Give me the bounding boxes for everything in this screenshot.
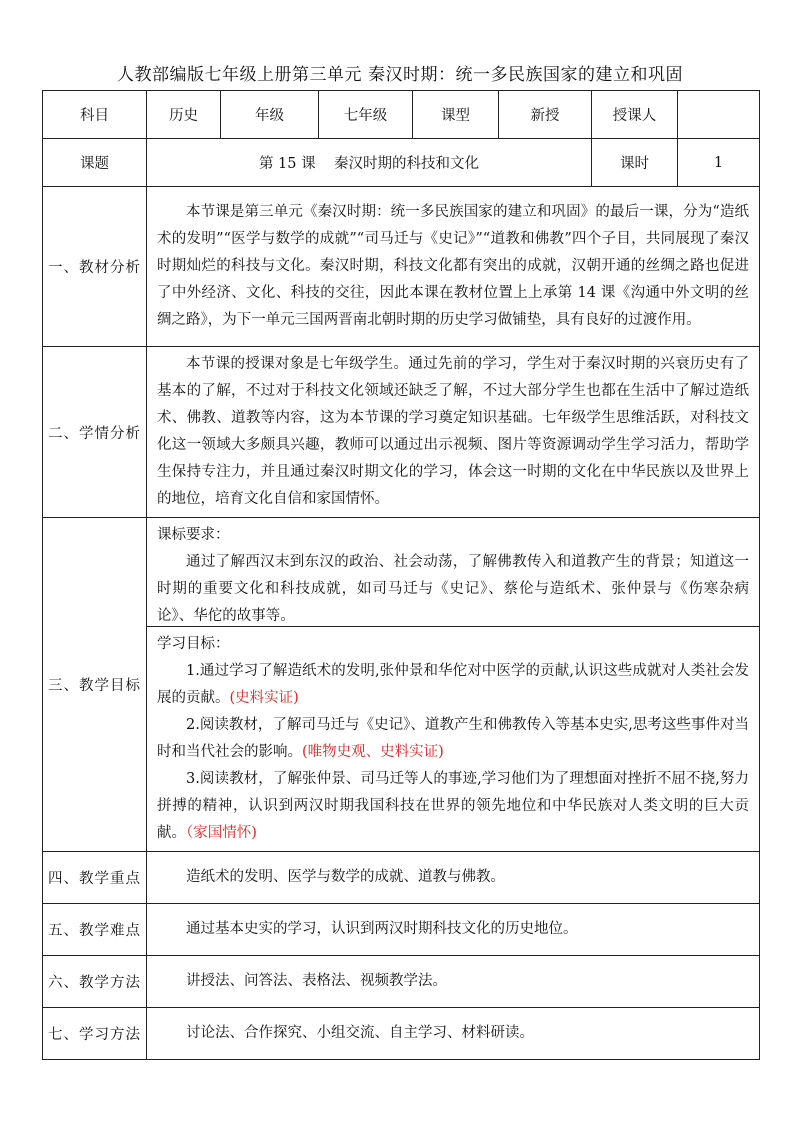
learning-methods-label: 七、学习方法 [43, 1008, 147, 1060]
curriculum-standard-text: 通过了解西汉末到东汉的政治、社会动荡，了解佛教传入和道教产生的背景；知道这一时期的重要文化和科技成就，如司马迁与《史记》、蔡伦与造纸术、张仲景与《伤寒杂病论》、华佗的故事等。 [157, 554, 749, 624]
hours-label: 课时 [592, 139, 678, 187]
learning-goal-item [157, 766, 749, 847]
topic-row [43, 139, 760, 187]
teacher-value [678, 91, 760, 139]
header-row [43, 91, 760, 139]
student-analysis-cell [147, 347, 760, 518]
learning-goal-text: 3.阅读教材，了解张仲景、司马迁等人的事迹,学习他们为了理想面对挫折不屈不挠,努力拼搏的精神，认识到两汉时期我国科技在世界的领先地位和中华民族对人类文明的巨大贡献。 [157, 771, 749, 841]
teaching-goals-cell [147, 518, 760, 852]
curriculum-standard-heading: 课标要求： [157, 527, 230, 543]
student-analysis-label: 二、学情分析 [43, 347, 147, 518]
learning-goal-item [157, 658, 749, 712]
material-analysis-row [43, 187, 760, 347]
learning-goal-text: 2.阅读教材，了解司马迁与《史记》、道教产生和佛教传入等基本史实,思考这些事件对当时和当代社会的影响。 [157, 717, 749, 760]
type-value: 新授 [499, 91, 592, 139]
material-analysis-label: 一、教材分析 [43, 187, 147, 347]
teaching-methods-row [43, 956, 760, 1008]
teaching-goals-row [43, 518, 760, 852]
material-analysis-text: 本节课是第三单元《秦汉时期：统一多民族国家的建立和巩固》的最后一课，分为“造纸术的发明”“医学与数学的成就”“司马迁与《史记》”“道教和佛教”四个子目，共同展现了秦汉时期灿烂的科技与文化。秦汉时期，科技文化都有突出的成就，汉朝开通的丝绸之路也促进了中外经济、文化、科技的交往，因此本课在教材位置上上承第 14 课《沟通中外文明的丝绸之路》，为下一单元三国两晋南北朝时期的历史学习做铺垫，具有良好的过渡作用。 [157, 204, 749, 328]
teaching-goals-label: 三、教学目标 [43, 518, 147, 852]
topic-value: 第 15 课 秦汉时期的科技和文化 [147, 139, 592, 187]
student-analysis-text: 本节课的授课对象是七年级学生。通过先前的学习，学生对于秦汉时期的兴衰历史有了基本的了解，不过对于科技文化领域还缺乏了解，不过大部分学生也都在生活中了解过造纸术、佛教、道教等内容，这为本节课的学习奠定知识基础。七年级学生思维活跃，对科技文化这一领域大多颇具兴趣，教师可以通过出示视频、图片等资源调动学生学习活力，帮助学生保持专注力，并且通过秦汉时期文化的学习，体会这一时期的文化在中华民族以及世界上的地位，培育文化自信和家国情怀。 [157, 356, 749, 507]
student-analysis-row [43, 347, 760, 518]
difficulties-label: 五、教学难点 [43, 904, 147, 956]
learning-goal-text: 1.通过学习了解造纸术的发明,张仲景和华佗对中医学的贡献,认识这些成就对人类社会发展的贡献。 [157, 663, 749, 706]
core-literacy-tag: （家国情怀) [186, 825, 257, 841]
key-points-label: 四、教学重点 [43, 852, 147, 904]
learning-goals-heading: 学习目标： [157, 636, 230, 652]
grade-label: 年级 [221, 91, 319, 139]
teaching-methods-text: 讲授法、问答法、表格法、视频教学法。 [186, 973, 447, 989]
difficulties-row [43, 904, 760, 956]
teacher-label: 授课人 [592, 91, 678, 139]
core-literacy-tag: (史料实证) [229, 690, 299, 706]
subject-value: 历史 [147, 91, 221, 139]
teaching-methods-cell [147, 956, 760, 1008]
learning-methods-row [43, 1008, 760, 1060]
lesson-plan-table [42, 90, 760, 1060]
type-label: 课型 [413, 91, 499, 139]
learning-methods-text: 讨论法、合作探究、小组交流、自主学习、材料研读。 [186, 1025, 534, 1041]
learning-goal-item [157, 712, 749, 766]
topic-label: 课题 [43, 139, 147, 187]
difficulties-text: 通过基本史实的学习，认识到两汉时期科技文化的历史地位。 [186, 921, 578, 937]
material-analysis-cell [147, 187, 760, 347]
curriculum-standard-block [147, 518, 759, 626]
difficulties-cell [147, 904, 760, 956]
grade-value: 七年级 [319, 91, 413, 139]
learning-methods-cell [147, 1008, 760, 1060]
teaching-methods-label: 六、教学方法 [43, 956, 147, 1008]
subject-label: 科目 [43, 91, 147, 139]
key-points-row [43, 852, 760, 904]
learning-goals-block [147, 627, 759, 851]
key-points-cell [147, 852, 760, 904]
key-points-text: 造纸术的发明、医学与数学的成就、道教与佛教。 [186, 869, 505, 885]
core-literacy-tag: (唯物史观、史料实证) [302, 744, 444, 760]
hours-value: 1 [678, 139, 760, 187]
document-title: 人教部编版七年级上册第三单元 秦汉时期：统一多民族国家的建立和巩固 [117, 65, 683, 85]
